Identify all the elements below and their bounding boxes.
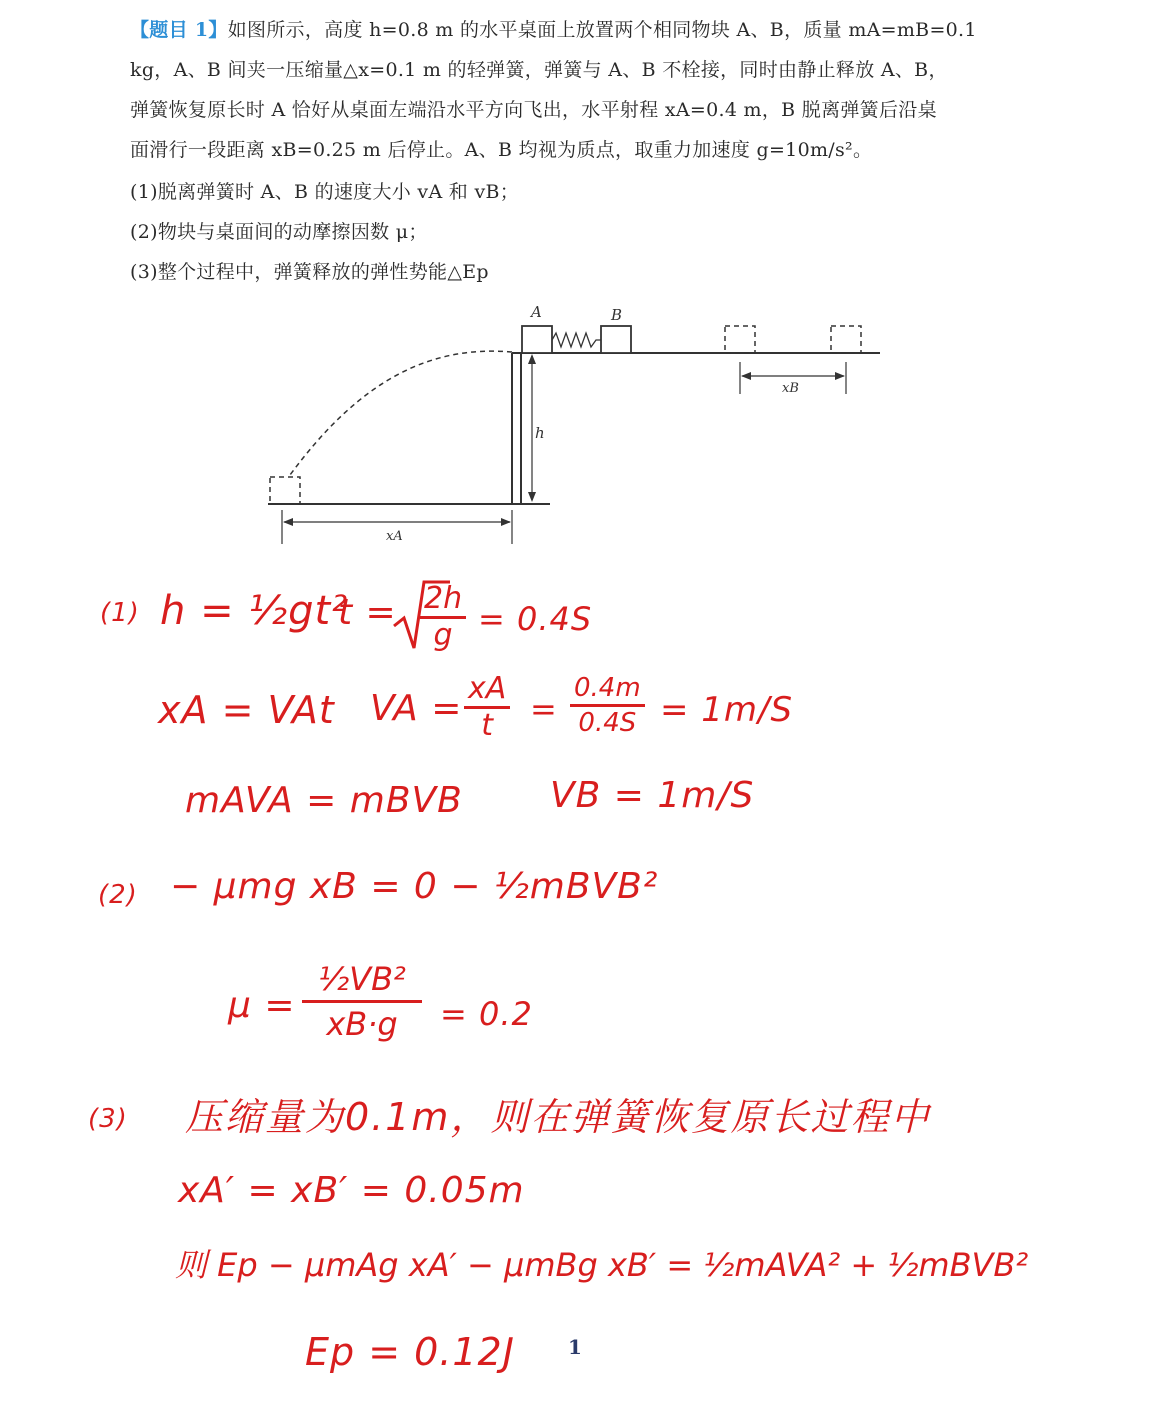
problem-line-3: 弹簧恢复原长时 A 恰好从桌面左端沿水平方向飞出，水平射程 xA=0.4 m，B 脱离弹簧后沿桌 [130, 99, 937, 121]
label-xa: xA [386, 529, 403, 544]
block-b-ghost-2 [831, 326, 861, 353]
p1-eq4-pre: VA = [370, 688, 463, 729]
p1-eq2-frac: $\frac{2h}{g}$ [420, 582, 466, 653]
block-b-ghost-1 [725, 326, 755, 353]
label-a: A [531, 303, 542, 321]
label-xb: xB [782, 381, 799, 396]
p1-eq4-post: = 1m/S [660, 690, 794, 730]
physics-figure [0, 0, 1170, 560]
problem-line-1: 【题目 1】如图所示，高度 h=0.8 m 的水平桌面上放置两个相同物块 A、B，质量 mA=mB=0.1 [130, 19, 977, 41]
p1-eq4-frac2: $\frac{0.4m}{0.4S}$ [570, 672, 645, 739]
p1-eq6: VB = 1m/S [550, 775, 755, 816]
p3-line4: Ep = 0.12J [305, 1330, 515, 1374]
p1-eq2-post: = 0.4S [478, 600, 593, 638]
problem-line-2: kg，A、B 间夹一压缩量△x=0.1 m 的轻弹簧，弹簧与 A、B 不栓接，同时由静止释放 A、B， [130, 59, 948, 81]
problem-line-4: 面滑行一段距离 xB=0.25 m 后停止。A、B 均视为质点，取重力加速度 g=10m/s²。 [130, 139, 873, 161]
part3-label: (3) [88, 1104, 128, 1134]
question-2: (2)物块与桌面间的动摩擦因数 μ； [130, 221, 428, 243]
p1-eq5: mAVA = mBVB [185, 780, 463, 821]
block-a-ghost [270, 477, 300, 504]
p1-eq1: h = ½gt² [160, 588, 349, 634]
problem-tag: 【题目 1】 [130, 19, 228, 41]
block-b [601, 326, 631, 353]
p2-eq2-post: = 0.2 [440, 995, 533, 1033]
label-b: B [611, 306, 623, 324]
p3-line1: 压缩量为0.1m，则在弹簧恢复原长过程中 [185, 1095, 931, 1139]
part2-label: (2) [98, 880, 138, 910]
p2-eq1: − μmg xB = 0 − ½mBVB² [170, 866, 659, 907]
p1-eq4-frac1: $\frac{xA}{t}$ [464, 672, 510, 743]
p3-line3: 则 Ep − μmAg xA′ − μmBg xB′ = ½mAVA² + ½mBVB² [175, 1246, 1029, 1284]
question-3: (3)整个过程中，弹簧释放的弹性势能△Ep [130, 261, 489, 283]
trajectory [290, 351, 512, 475]
part1-label: (1) [100, 598, 140, 628]
p1-eq3: xA = VAt [158, 688, 335, 732]
p2-eq2-pre: μ = [228, 985, 296, 1026]
p3-line2: xA′ = xB′ = 0.05m [178, 1170, 525, 1211]
p1-eq4-mid: = [530, 690, 558, 728]
page-number: 1 [568, 1335, 582, 1359]
spring [552, 333, 601, 347]
label-h: h [535, 424, 545, 442]
p2-eq2-frac: $\frac{\text{½VB²}}{xB\cdot g}$ [302, 958, 422, 1045]
question-1: (1)脱离弹簧时 A、B 的速度大小 vA 和 vB； [130, 181, 520, 203]
p1-eq2-pre: t = [338, 592, 397, 633]
block-a [522, 326, 552, 353]
